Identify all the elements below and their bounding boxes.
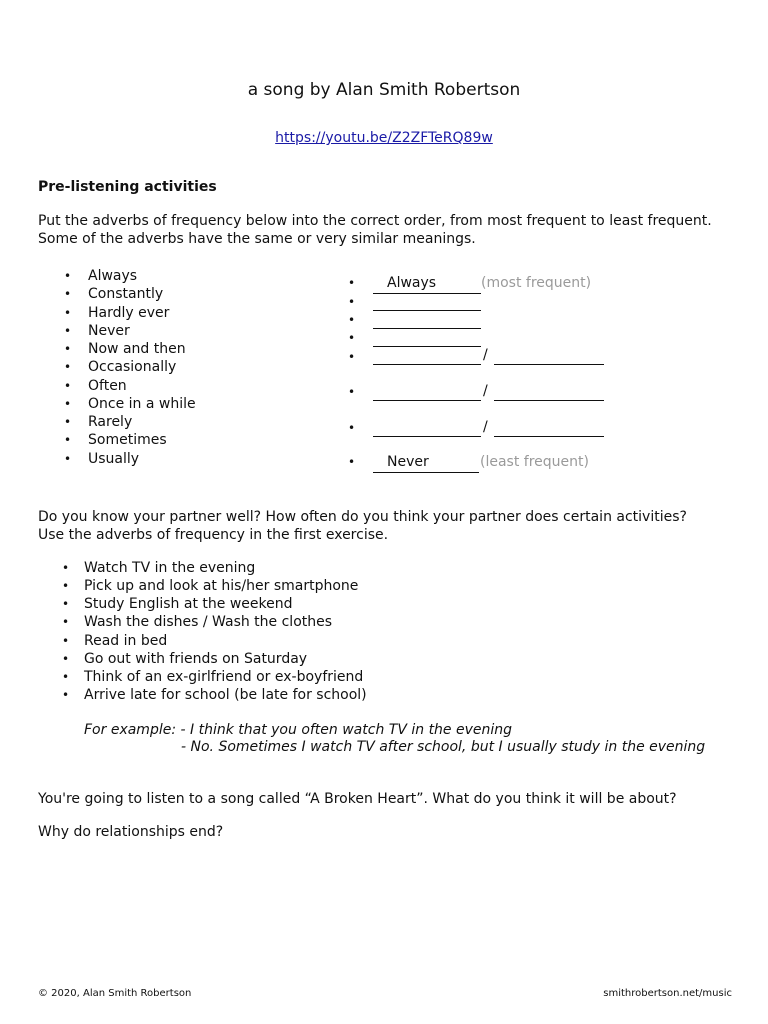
activity-item: Study English at the weekend xyxy=(84,596,293,612)
bullet-icon: • xyxy=(64,360,72,374)
footer-copyright: © 2020, Alan Smith Robertson xyxy=(38,988,192,999)
bullet-icon: • xyxy=(62,688,70,702)
partner-line-1: Do you know your partner well? How often do you think your partner does certain activities? xyxy=(38,509,687,525)
answer-blank-2[interactable] xyxy=(373,292,481,311)
most-frequent-note: (most frequent) xyxy=(481,275,592,291)
video-link-container xyxy=(0,130,768,146)
bullet-icon: • xyxy=(348,295,356,309)
answer-blank-6a[interactable] xyxy=(373,382,481,401)
slash-separator: / xyxy=(483,383,488,399)
page-title: a song by Alan Smith Robertson xyxy=(247,80,521,100)
bullet-icon: • xyxy=(348,313,356,327)
activity-item: Wash the dishes / Wash the clothes xyxy=(84,614,333,630)
bullet-icon: • xyxy=(348,331,356,345)
bullet-icon: • xyxy=(62,597,70,611)
bullet-icon: • xyxy=(64,415,72,429)
activity-item: Arrive late for school (be late for school) xyxy=(84,687,367,703)
adverb-item: Always xyxy=(88,268,138,284)
answer-blank-3[interactable] xyxy=(373,310,481,329)
adverb-item: Never xyxy=(88,323,130,339)
activity-item: Go out with friends on Saturday xyxy=(84,651,308,667)
question-1: You're going to listen to a song called “A Broken Heart”. What do you think it will be about? xyxy=(38,791,677,807)
adverb-item: Now and then xyxy=(88,341,186,357)
adverb-item: Occasionally xyxy=(88,359,177,375)
answer-blank-5b[interactable] xyxy=(494,346,604,365)
bullet-icon: • xyxy=(348,455,356,469)
activity-item: Think of an ex-girlfriend or ex-boyfriend xyxy=(84,669,364,685)
bullet-icon: • xyxy=(348,350,356,364)
bullet-icon: • xyxy=(62,579,70,593)
answer-blank-6b[interactable] xyxy=(494,382,604,401)
activity-item: Watch TV in the evening xyxy=(84,560,256,576)
answer-text: Never xyxy=(387,454,429,470)
adverb-item: Once in a while xyxy=(88,396,196,412)
bullet-icon: • xyxy=(62,561,70,575)
adverb-item: Usually xyxy=(88,451,140,467)
instruction-line-1: Put the adverbs of frequency below into the correct order, from most frequent to least frequent. xyxy=(38,213,712,229)
bullet-icon: • xyxy=(64,287,72,301)
bullet-icon: • xyxy=(348,421,356,435)
answer-blank-7a[interactable] xyxy=(373,418,481,437)
answer-blank-8[interactable] xyxy=(373,454,479,473)
instruction-line-2: Some of the adverbs have the same or very similar meanings. xyxy=(38,231,476,247)
question-2: Why do relationships end? xyxy=(38,824,224,840)
video-link[interactable]: https://youtu.be/Z2ZFTeRQ89w xyxy=(275,130,493,146)
adverb-item: Often xyxy=(88,378,127,394)
bullet-icon: • xyxy=(62,615,70,629)
bullet-icon: • xyxy=(64,306,72,320)
bullet-icon: • xyxy=(62,652,70,666)
adverb-item: Sometimes xyxy=(88,432,167,448)
bullet-icon: • xyxy=(64,324,72,338)
adverb-item: Constantly xyxy=(88,286,164,302)
bullet-icon: • xyxy=(62,670,70,684)
bullet-icon: • xyxy=(64,397,72,411)
least-frequent-note: (least frequent) xyxy=(480,454,589,470)
bullet-icon: • xyxy=(64,269,72,283)
bullet-icon: • xyxy=(64,379,72,393)
bullet-icon: • xyxy=(62,634,70,648)
answer-text: Always xyxy=(387,275,437,291)
adverb-item: Rarely xyxy=(88,414,133,430)
bullet-icon: • xyxy=(64,433,72,447)
footer-site: smithrobertson.net/music xyxy=(603,988,732,999)
slash-separator: / xyxy=(483,347,488,363)
bullet-icon: • xyxy=(348,385,356,399)
activity-item: Pick up and look at his/her smartphone xyxy=(84,578,359,594)
example-line-2: - No. Sometimes I watch TV after school, but I usually study in the evening xyxy=(181,739,706,755)
example-line-1: For example: - I think that you often watch TV in the evening xyxy=(84,722,513,738)
bullet-icon: • xyxy=(64,452,72,466)
partner-line-2: Use the adverbs of frequency in the first exercise. xyxy=(38,527,389,543)
bullet-icon: • xyxy=(348,276,356,290)
answer-blank-7b[interactable] xyxy=(494,418,604,437)
bullet-icon: • xyxy=(64,342,72,356)
activity-item: Read in bed xyxy=(84,633,168,649)
section-heading: Pre-listening activities xyxy=(38,179,217,195)
adverb-item: Hardly ever xyxy=(88,305,170,321)
slash-separator: / xyxy=(483,419,488,435)
answer-blank-4[interactable] xyxy=(373,328,481,347)
answer-blank-5a[interactable] xyxy=(373,346,481,365)
